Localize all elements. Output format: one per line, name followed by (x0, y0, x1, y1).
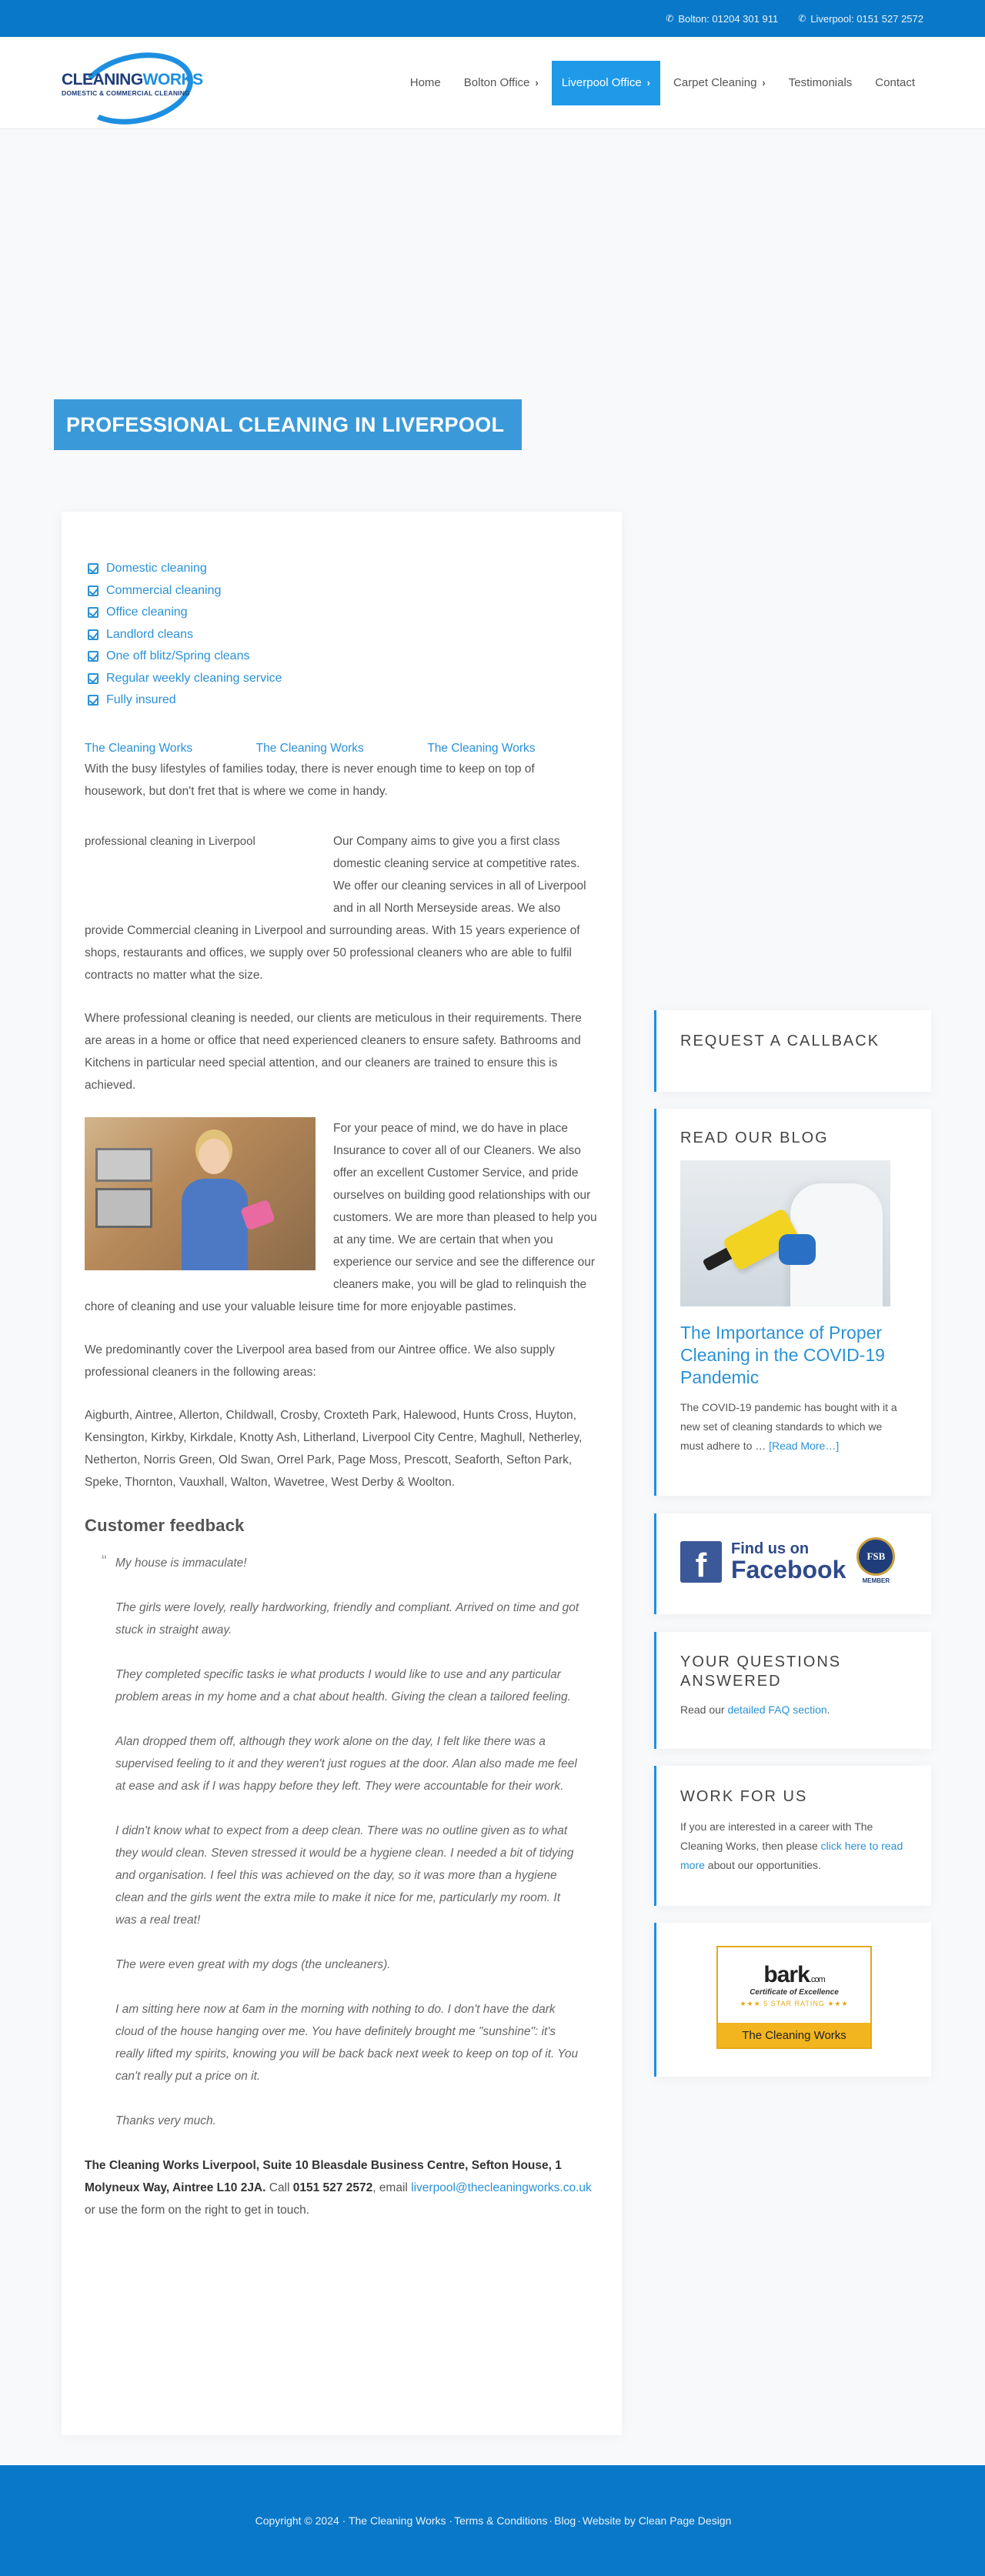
customer-quote (85, 1552, 599, 2132)
copyright-text: Copyright © 2024 · The Cleaning Works · (255, 2514, 453, 2527)
bark-logo: bark.com (763, 1962, 825, 1987)
phone-icon: ✆ (666, 13, 674, 24)
cleaning-image-alt: professional cleaning in Liverpool (85, 834, 255, 848)
bolton-phone-text: Bolton: 01204 301 911 (678, 12, 779, 25)
faq-text: Read our detailed FAQ section. (680, 1703, 830, 1716)
professional-paragraph: Where professional cleaning is needed, our clients are meticulous in their requirements. There are areas in a home or office that need experienced cleaners to ensure safety. Bathrooms and Kitchens in particular need special attention, and our cleaners are trained to ensure this is achieved. (85, 1011, 582, 1092)
hero-section (0, 129, 985, 491)
list-item: Regular weekly cleaning service (88, 668, 599, 690)
quote-icon: “ (102, 1552, 107, 1570)
check-square-icon (88, 586, 98, 596)
top-bar (0, 0, 985, 37)
nav-testimonials[interactable]: Testimonials (788, 76, 853, 89)
faq-heading: YOUR QUESTIONS ANSWERED (680, 1653, 842, 1690)
areas-paragraph: Aigburth, Aintree, Allerton, Childwall, Crosby, Croxteth Park, Halewood, Hunts Cross, Huyton, Kensington, Kirkby, Kirkdale, Knotty Ash, Litherland, Liverpool City Centre, Maghull, Netherley, Netherton, Norris Green, Old Swan, Orrel Park, Page Moss, Prescott, Seaforth, Sefton Park, Speke, Thornton, Vauxhall, Walton, Wavetree, West Derby & Woolton. (85, 1408, 583, 1489)
careers-widget (654, 1766, 931, 1906)
logo-text (62, 72, 203, 97)
faq-link[interactable]: detailed FAQ section (727, 1703, 827, 1716)
check-square-icon (88, 629, 98, 640)
facebook-icon: f (680, 1541, 722, 1583)
peace-block (85, 1117, 599, 1318)
mention-link[interactable]: The Cleaning Works (255, 741, 364, 755)
quote-line: Alan dropped them off, although they work alone on the day, I felt like there was a supervised feeling to it and they weren't just rogues at the door. Alan also made me feel at ease and ask if I was happy before they left. They were accountable for their work. (115, 1734, 577, 1793)
blog-post-title[interactable]: The Importance of Proper Cleaning in the COVID-19 Pandemic (680, 1323, 885, 1387)
contact-address: The Cleaning Works Liverpool, Suite 10 Bleasdale Business Centre, Sefton House, 1 Molyneux Way, Aintree L10 2JA. Call 0151 527 2572, email liverpool@thecleaningworks.co.uk or use the form on the right to get in touch. (85, 2158, 592, 2217)
blog-widget (654, 1109, 931, 1496)
social-widget (654, 1513, 931, 1614)
list-item: Landlord cleans (88, 624, 599, 646)
logo-tagline: DOMESTIC & COMMERCIAL CLEANING (62, 89, 190, 98)
bark-certificate-badge[interactable]: bark.com Certificate of Excellence ★★★ 5 STAR RATING ★★★ The Cleaning Works (716, 1946, 872, 2049)
check-square-icon (88, 695, 98, 706)
site-footer: Copyright © 2024 · The Cleaning Works · Terms & Conditions · Blog · Website by Clean Page Design (0, 2465, 985, 2576)
page-title: PROFESSIONAL CLEANING IN LIVERPOOL (54, 399, 522, 450)
cleaner-photo (85, 1117, 316, 1270)
nav-contact[interactable]: Contact (875, 76, 915, 89)
site-header (0, 37, 985, 129)
star-rating: ★★★ 5 STAR RATING ★★★ (740, 2000, 849, 2007)
intro-paragraph: With the busy lifestyles of families today, there is never enough time to keep on top of housework, but don't fret that is where we come in handy. (85, 762, 535, 798)
blog-post-image[interactable] (680, 1160, 890, 1306)
company-paragraph: Our Company aims to give you a first class domestic cleaning service at competitive rates. We offer our cleaning services in all of Liverpool and in all North Merseyside areas. We also provide Commercial cleaning in Liverpool and surrounding areas. With 15 years experience of shops, restaurants and offices, we supply over 50 professional cleaners who are able to fulfil contracts no matter what the size. (85, 834, 586, 982)
quote-line: The girls were lovely, really hardworking, friendly and compliant. Arrived on time and got stuck in straight away. (115, 1600, 579, 1637)
check-square-icon (88, 651, 98, 662)
quote-line: They completed specific tasks ie what products I would like to use and any particular problem areas in my home and a chat about health. Giving the clean a tailored feeling. (115, 1667, 571, 1703)
nav-home[interactable]: Home (409, 76, 441, 89)
callback-heading[interactable]: REQUEST A CALLBACK (680, 1033, 880, 1049)
phone-icon: ✆ (798, 13, 806, 24)
read-more-link[interactable]: [Read More…] (769, 1440, 840, 1452)
chevron-right-icon: › (646, 77, 651, 88)
services-list (88, 558, 599, 712)
check-square-icon (88, 563, 98, 574)
designer-credit-link[interactable]: Website by Clean Page Design (582, 2514, 732, 2527)
feedback-heading: Customer feedback (85, 1515, 245, 1535)
list-item: Domestic cleaning (88, 558, 599, 580)
check-square-icon (88, 673, 98, 684)
quote-line: I am sitting here now at 6am in the morning with nothing to do. I don't have the dark cloud of the house hanging over me. You have definitely brought me "sunshine": it's really lifted my spirits, knowing you will be back back next week to keep on top of it. You can't really put a price on it. (115, 2002, 579, 2083)
coverage-paragraph: We predominantly cover the Liverpool area based from our Aintree office. We also supply professional cleaners in the following areas: (85, 1343, 555, 1379)
chevron-right-icon: › (762, 77, 766, 88)
main-content (62, 512, 622, 2435)
faq-widget (654, 1632, 931, 1749)
list-item: One off blitz/Spring cleans (88, 646, 599, 668)
quote-line: Thanks very much. (115, 2114, 216, 2127)
nav-liverpool-office[interactable]: Liverpool Office › (552, 61, 660, 105)
liverpool-phone-text: Liverpool: 0151 527 2572 (810, 12, 923, 25)
nav-bolton-office[interactable]: Bolton Office › (463, 76, 539, 89)
callback-widget[interactable] (654, 1010, 931, 1092)
company-block (85, 830, 599, 986)
company-mentions (85, 739, 599, 758)
fsb-member-badge: FSB MEMBER (855, 1537, 897, 1587)
liverpool-phone-link[interactable] (798, 13, 923, 25)
careers-text: If you are interested in a career with The Cleaning Works, then please click here to read more about our opportunities. (680, 1820, 903, 1871)
quote-line: I didn't know what to expect from a deep clean. There was no outline given as to what they would clean. Steven stressed it would be a hygiene clean. I needed a bit of tidying and organisation. I feel this was achieved on the day, so it was more than a hygiene clean and the girls went the extra mile to make it nice for me, particularly my room. It was a real treat! (115, 1824, 574, 1927)
bark-business-name: The Cleaning Works (718, 2023, 870, 2047)
peace-paragraph: For your peace of mind, we do have in place Insurance to cover all of our Cleaners. We also offer an excellent Customer Service, and pride ourselves on building good relationships with our customers. We are more than pleased to help you at any time. We are certain that when you experience our service and see the difference our cleaners make, you will be glad to relinquish the chore of cleaning and use your valuable leisure time for more enjoyable pastimes. (85, 1121, 597, 1313)
blog-post-excerpt: The COVID-19 pandemic has bought with it a new set of cleaning standards to which we must adhere to … [Read More…] (680, 1401, 897, 1452)
site-logo[interactable] (62, 45, 208, 122)
mention-link[interactable]: The Cleaning Works (85, 741, 193, 755)
list-item: Fully insured (88, 689, 599, 712)
chevron-right-icon: › (535, 77, 539, 88)
bolton-phone-link[interactable] (666, 13, 778, 25)
mention-link[interactable]: The Cleaning Works (427, 741, 536, 755)
blog-heading: READ OUR BLOG (680, 1130, 829, 1146)
list-item: Commercial cleaning (88, 580, 599, 602)
email-link[interactable]: liverpool@thecleaningworks.co.uk (411, 2181, 592, 2194)
quote-line: My house is immaculate! (115, 1556, 247, 1570)
blog-link[interactable]: Blog (554, 2514, 576, 2527)
check-square-icon (88, 607, 98, 618)
main-nav (400, 61, 925, 105)
terms-link[interactable]: Terms & Conditions (454, 2514, 548, 2527)
nav-carpet-cleaning[interactable]: Carpet Cleaning › (673, 76, 766, 89)
careers-heading: WORK FOR US (680, 1788, 808, 1805)
phone-number[interactable]: 0151 527 2572 (292, 2181, 373, 2194)
bark-widget (654, 1923, 931, 2077)
facebook-link[interactable]: f Find us on Facebook FSB MEMBER (680, 1537, 908, 1587)
quote-line: The were even great with my dogs (the uncleaners). (115, 1957, 391, 1971)
list-item: Office cleaning (88, 602, 599, 624)
careers-link[interactable]: click here to read more (680, 1840, 903, 1871)
logo-name: CLEANINGWORKS (62, 71, 203, 89)
